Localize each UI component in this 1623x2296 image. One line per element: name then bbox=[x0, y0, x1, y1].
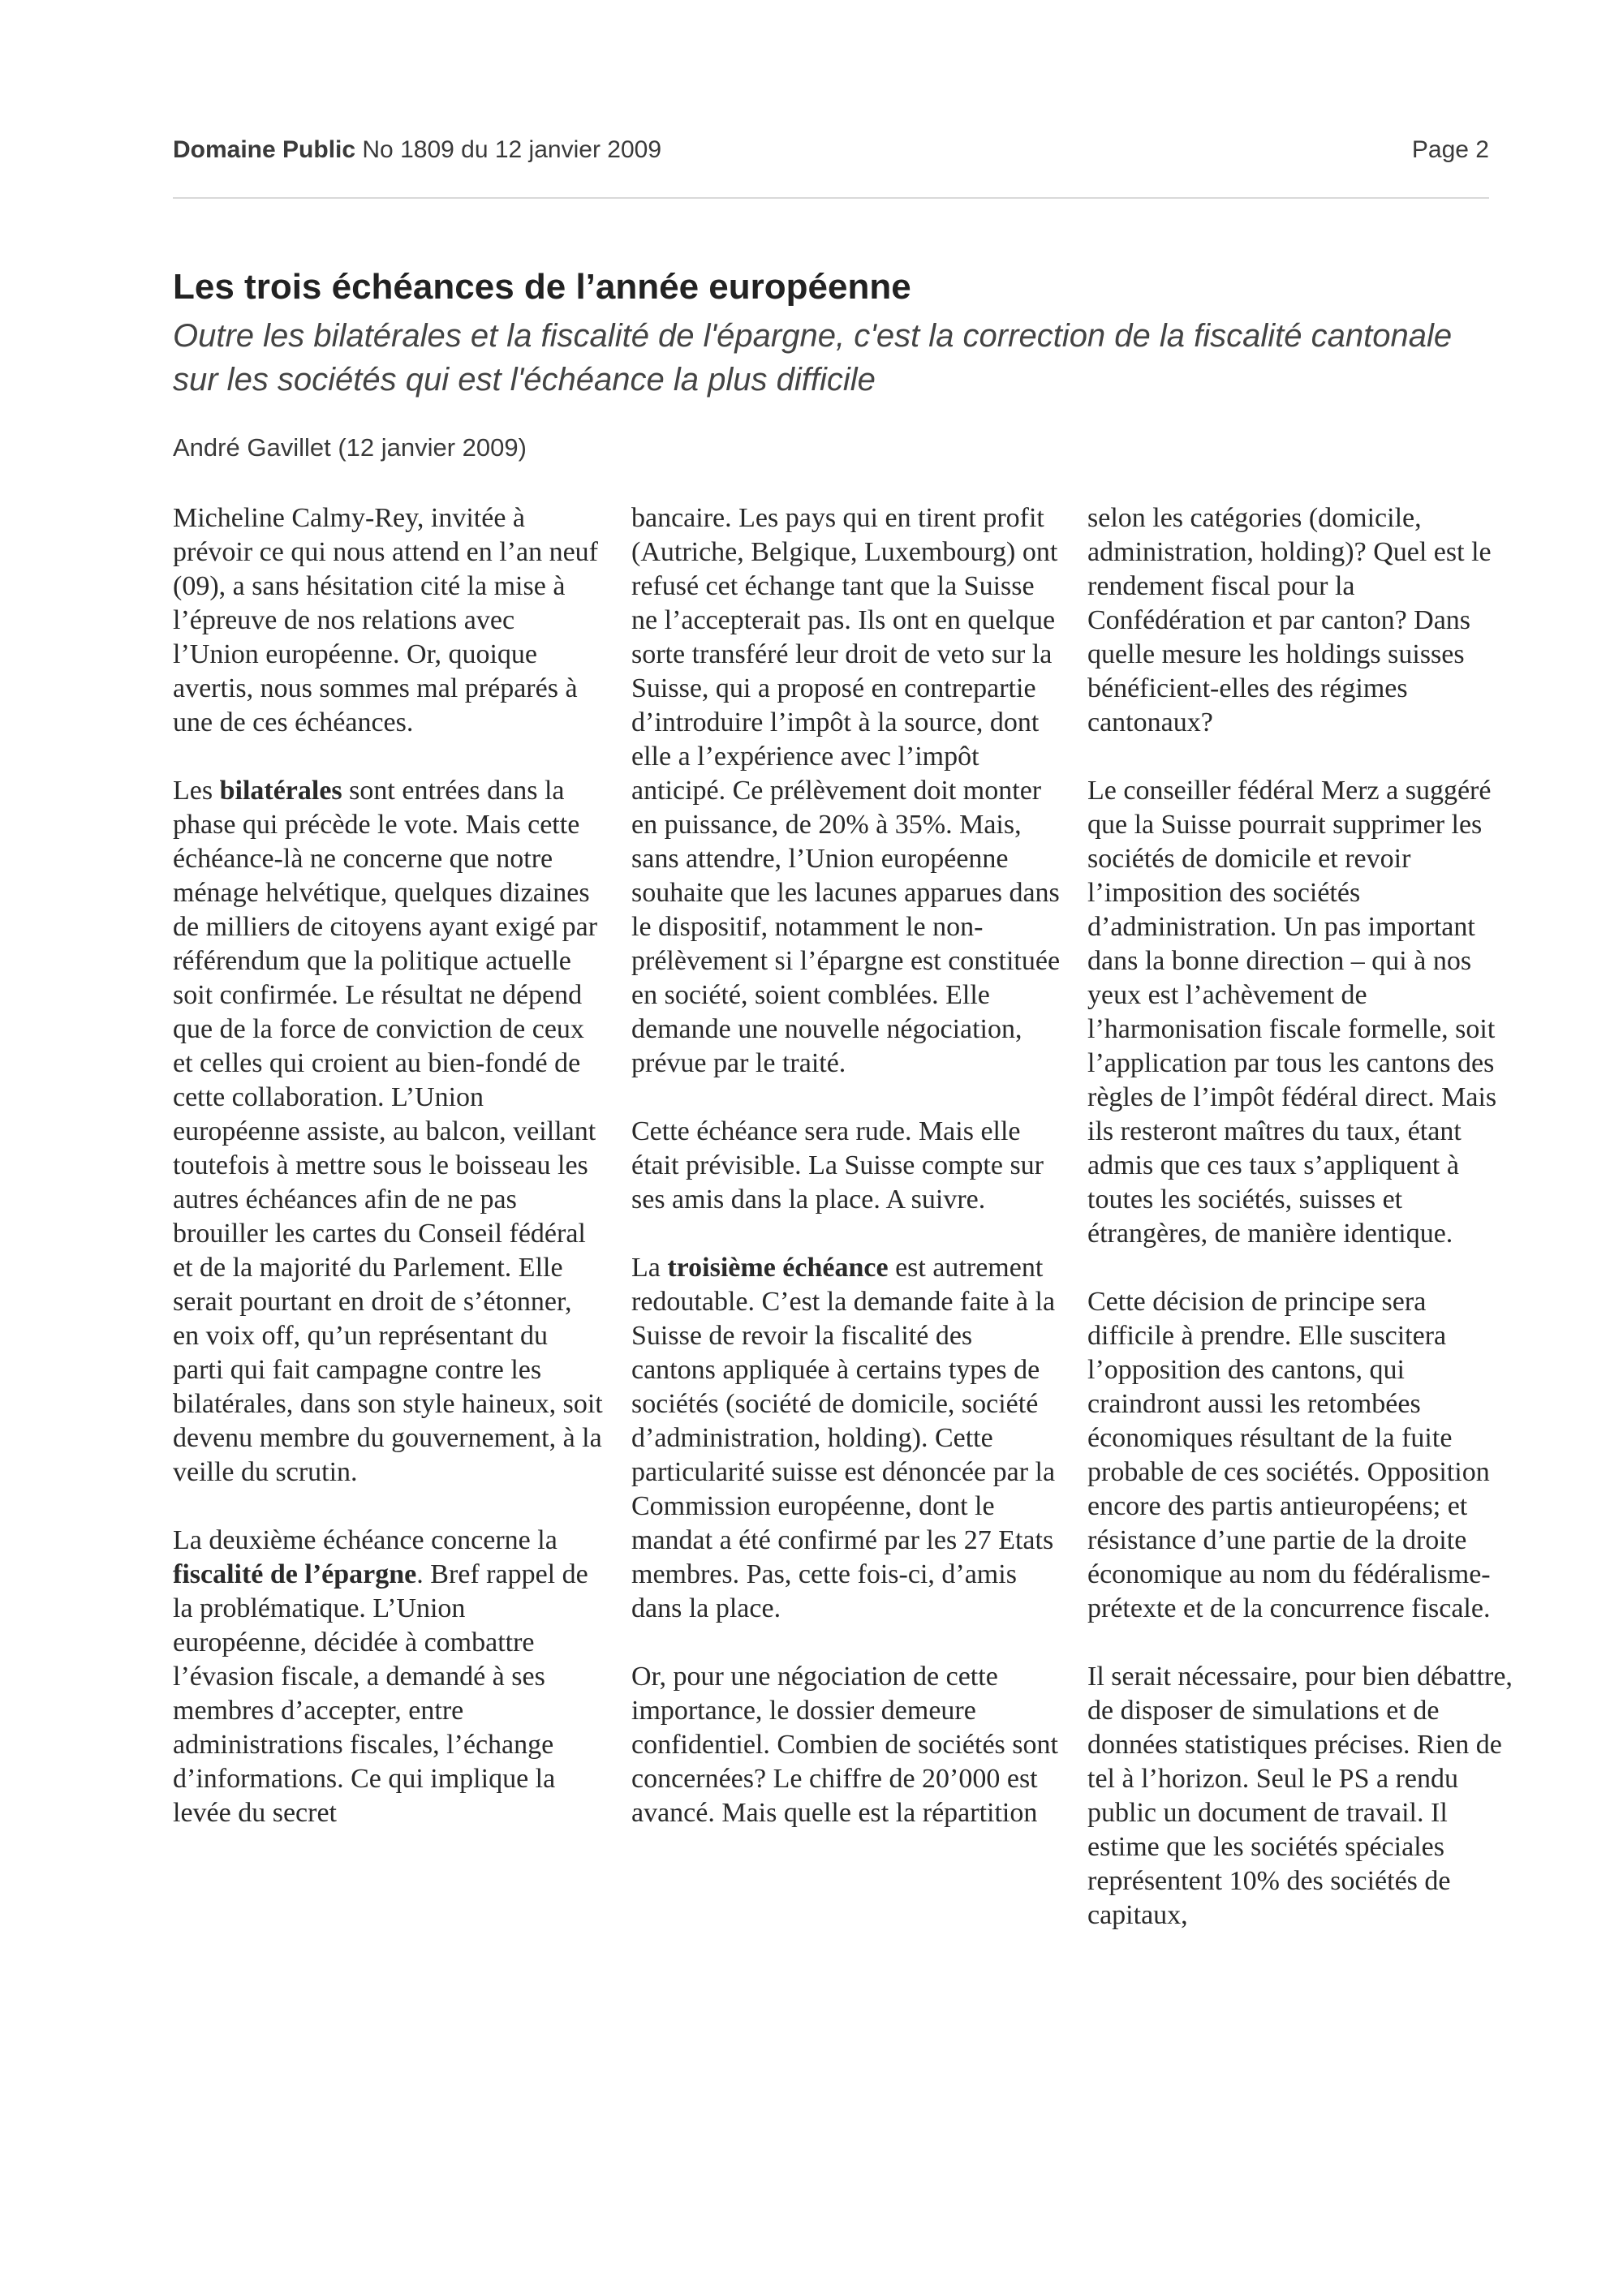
paragraph: La deuxième échéance concerne la fiscalité de l’épargne. Bref rappel de la problématique. L’Union européenne, décidée à combattre l’évasion fiscale, a demandé à ses membres d’accepter, entre administrations fiscales, l’échange d’informations. Ce qui implique la levée du secret bbox=[173, 1525, 588, 1828]
issue-info: No 1809 du 12 janvier 2009 bbox=[362, 136, 662, 163]
text-column-3 bbox=[1087, 501, 1518, 1967]
header-divider bbox=[173, 197, 1489, 199]
keyword-bilaterales: bilatérales bbox=[219, 776, 342, 806]
article-byline: André Gavillet (12 janvier 2009) bbox=[173, 433, 527, 462]
page-number: Page 2 bbox=[1411, 136, 1489, 163]
paragraph: Or, pour une négociation de cette importance, le dossier demeure confidentiel. Combien de sociétés sont concernées? Le chiffre de 20’000 est avancé. Mais quelle est la répartition bbox=[631, 1662, 1058, 1828]
paragraph: Les bilatérales sont entrées dans la phase qui précède le vote. Mais cette échéance-là ne concerne que notre ménage helvétique, quelques dizaines de milliers de citoyens ayant exigé par référendum que la politique actuelle soit confirmée. Le résultat ne dépend que de la force de conviction de ceux et celles qui croient au bien-fondé de cette collaboration. L’Union européenne assiste, au balcon, veillant toutefois à mettre sous le boisseau les autres échéances afin de ne pas brouiller les cartes du Conseil fédéral et de la majorité du Parlement. Elle serait pourtant en droit de s’étonner, en voix off, qu’un représentant du parti qui fait campagne contre les bilatérales, dans son style haineux, soit devenu membre du gouvernement, à la veille du scrutin. bbox=[173, 776, 603, 1487]
paragraph: selon les catégories (domicile, administration, holding)? Quel est le rendement fiscal pour la Confédération et par canton? Dans quelle mesure les holdings suisses bénéficient-elles des régimes cantonaux? bbox=[1087, 503, 1492, 737]
article-subtitle: Outre les bilatérales et la fiscalité de l'épargne, c'est la correction de la fiscalité cantonale sur les sociétés qui est l'échéance la plus difficile bbox=[173, 318, 1453, 398]
paragraph: Micheline Calmy-Rey, invitée à prévoir ce qui nous attend en l’an neuf (09), a sans hésitation cité la mise à l’épreuve de nos relations avec l’Union européenne. Or, quoique avertis, nous sommes mal préparés à une de ces échéances. bbox=[173, 503, 598, 737]
keyword-fiscalite-epargne: fiscalité de l’épargne bbox=[173, 1559, 417, 1589]
article-title: Les trois échéances de l’année européenne bbox=[173, 267, 911, 307]
paragraph: Le conseiller fédéral Merz a suggéré que la Suisse pourrait supprimer les sociétés de domicile et revoir l’imposition des sociétés d’administration. Un pas important dans la bonne direction – qui à nos yeux est l’achèvement de l’harmonisation fiscale formelle, soit l’application par tous les cantons des règles de l’impôt fédéral direct. Mais ils resteront maîtres du taux, étant admis que ces taux s’appliquent à toutes les sociétés, suisses et étrangères, de manière identique. bbox=[1087, 776, 1497, 1249]
keyword-troisieme-echeance: troisième échéance bbox=[667, 1253, 889, 1283]
page-header bbox=[173, 136, 1489, 169]
paragraph: Il serait nécessaire, pour bien débattre, de disposer de simulations et de données statistiques précises. Rien de tel à l’horizon. Seul le PS a rendu public un document de travail. Il estime que les sociétés spéciales représentent 10% des sociétés de capitaux, bbox=[1087, 1662, 1513, 1930]
text-column-1 bbox=[173, 501, 603, 1864]
publication-name: Domaine Public bbox=[173, 136, 356, 163]
text-column-2 bbox=[631, 501, 1061, 1864]
paragraph: bancaire. Les pays qui en tirent profit (Autriche, Belgique, Luxembourg) ont refusé cet échange tant que la Suisse ne l’accepterait pas. Ils ont en quelque sorte transféré leur droit de veto sur la Suisse, qui a proposé en contrepartie d’introduire l’impôt à la source, dont elle a l’expérience avec l’impôt anticipé. Ce prélèvement doit monter en puissance, de 20% à 35%. Mais, sans attendre, l’Union européenne souhaite que les lacunes apparues dans le dispositif, notamment le non-prélèvement si l’épargne est constituée en société, soient comblées. Elle demande une nouvelle négociation, prévue par le traité. bbox=[631, 503, 1061, 1078]
paragraph: Cette échéance sera rude. Mais elle était prévisible. La Suisse compte sur ses amis dans la place. A suivre. bbox=[631, 1116, 1044, 1215]
paragraph: La troisième échéance est autrement redoutable. C’est la demande faite à la Suisse de revoir la fiscalité des cantons appliquée à certains types de sociétés (société de domicile, société d’administration, holding). Cette particularité suisse est dénoncée par la Commission européenne, dont le mandat a été confirmé par les 27 Etats membres. Pas, cette fois-ci, d’amis dans la place. bbox=[631, 1253, 1056, 1623]
paragraph: Cette décision de principe sera difficile à prendre. Elle suscitera l’opposition des cantons, qui craindront aussi les retombées économiques résultant de la fuite probable de ces sociétés. Opposition encore des partis antieuropéens; et résistance d’une partie de la droite économique au nom du fédéralisme-prétexte et de la concurrence fiscale. bbox=[1087, 1287, 1491, 1623]
